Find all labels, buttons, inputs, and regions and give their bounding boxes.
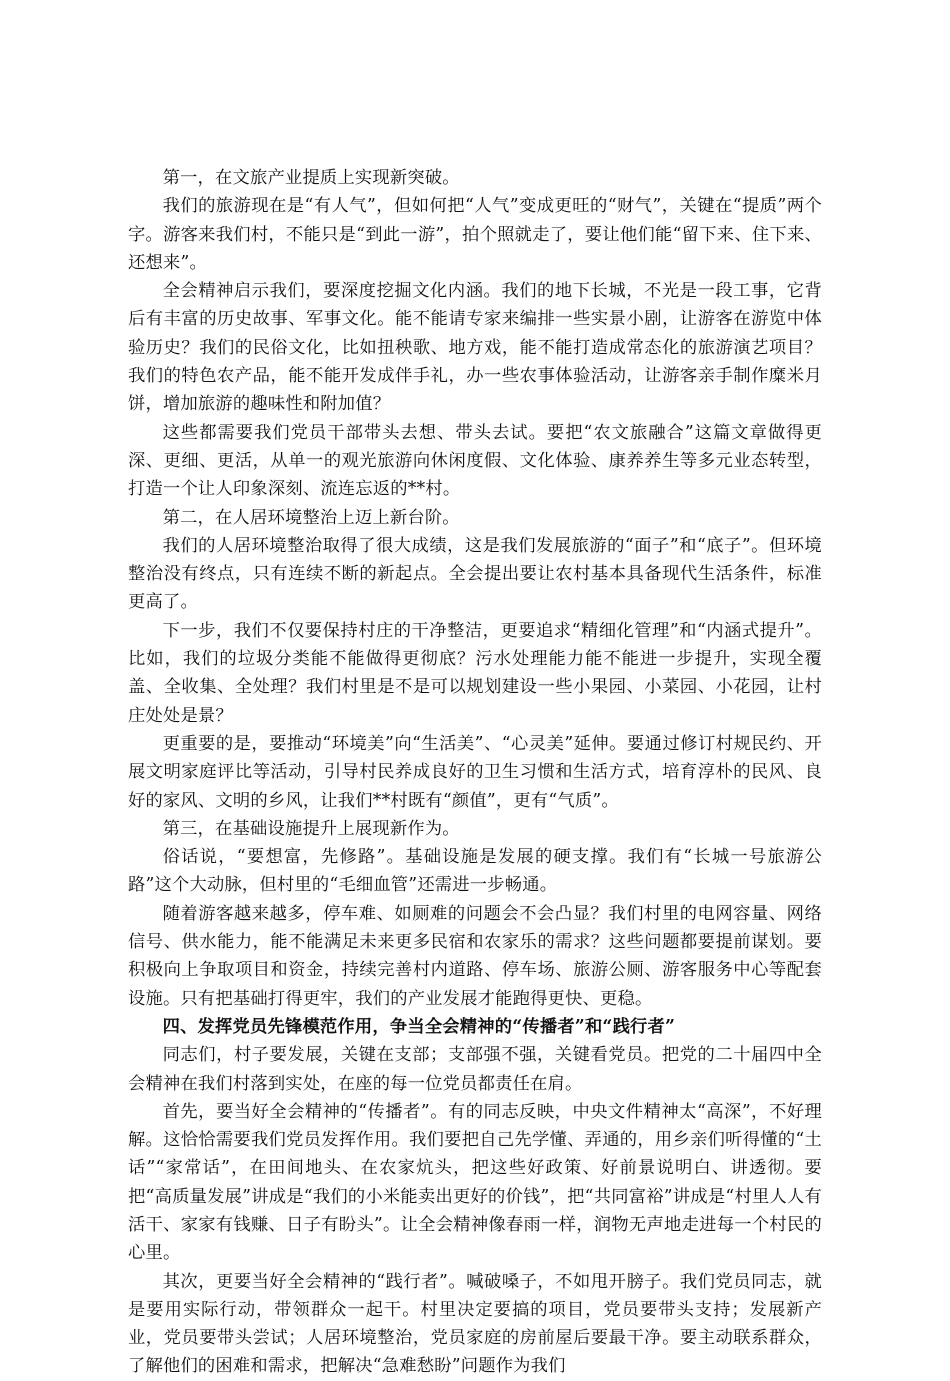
paragraph: 俗话说，“要想富，先修路”。基础设施是发展的硬支撑。我们有“长城一号旅游公路”这个大动脉，但村里的“毛细血管”还需进一步畅通。 [128,847,822,896]
paragraph: 我们的旅游现在是“有人气”，但如何把“人气”变成更旺的“财气”，关键在“提质”两个字。游客来我们村，不能只是“到此一游”，拍个照就走了，要让他们能“留下来、住下来、还想来”。 [128,196,822,273]
paragraph: 更重要的是，要推动“环境美”向“生活美”、“心灵美”延伸。要通过修订村规民约、开展文明家庭评比等活动，引导村民养成良好的卫生习惯和生活方式，培育淳朴的民风、良好的家风、文明的乡风，让我们**村既有“颜值”，更有“气质”。 [128,733,822,811]
paragraph: 全会精神启示我们，要深度挖掘文化内涵。我们的地下长城，不光是一段工事，它背后有丰富的历史故事、军事文化。能不能请专家来编排一些实景小剧，让游客在游览中体验历史？我们的民俗文化，比如扭秧歌、地方戏，能不能打造成常态化的旅游演艺项目？我们的特色农产品，能不能开发成伴手礼，办一些农事体验活动，让游客亲手制作糜米月饼，增加旅游的趣味性和附加值？ [128,281,822,415]
section-heading-four: 四、发挥党员先锋模范作用，争当全会精神的“传播者”和“践行者” [162,1016,676,1037]
paragraph: 这些都需要我们党员干部带头去想、带头去试。要把“农文旅融合”这篇文章做得更深、更细、更活，从单一的观光旅游向休闲度假、文化体验、康养养生等多元业态转型，打造一个让人印象深刻、流连忘返的**村。 [128,422,822,500]
subheading-living-environment: 第二，在人居环境整治上迈上新台阶。 [162,507,460,528]
subheading-infrastructure: 第三，在基础设施提升上展现新作为。 [162,818,460,839]
paragraph: 其次，更要当好全会精神的“践行者”。喊破嗓子，不如甩开膀子。我们党员同志，就是要用实际行动，带领群众一起干。村里决定要搞的项目，党员要带头支持；发展新产业，党员要带头尝试；人居环境整治，党员家庭的房前屋后要最干净。要主动联系群众，了解他们的困难和需求，把解决“急难愁盼”问题作为我们 [128,1271,822,1377]
paragraph: 我们的人居环境整治取得了很大成绩，这是我们发展旅游的“面子”和“底子”。但环境整治没有终点，只有连续不断的新起点。全会提出要让农村基本具备现代生活条件，标准更高了。 [128,535,822,613]
subheading-culture-tourism: 第一，在文旅产业提质上实现新突破。 [162,168,460,188]
paragraph: 同志们，村子要发展，关键在支部；支部强不强，关键看党员。把党的二十届四中全会精神在我们村落到实处，在座的每一位党员都责任在肩。 [128,1045,822,1094]
paragraph: 首先，要当好全会精神的“传播者”。有的同志反映，中央文件精神太“高深”，不好理解。这恰恰需要我们党员发挥作用。我们要把自己先学懂、弄通的，用乡亲们听得懂的“土话”“家常话”，在田间地头、在农家炕头，把这些好政策、好前景说明白、讲透彻。要把“高质量发展”讲成是“我们的小米能卖出更好的价钱”，把“共同富裕”讲成是“村里人人有活干、家家有钱赚、日子有盼头”。让全会精神像春雨一样，润物无声地走进每一个村民的心里。 [128,1101,822,1264]
paragraph: 随着游客越来越多，停车难、如厕难的问题会不会凸显？我们村里的电网容量、网络信号、供水能力，能不能满足未来更多民宿和农家乐的需求？这些问题都要提前谋划。要积极向上争取项目和资金，持续完善村内道路、停车场、旅游公厕、游客服务中心等配套设施。只有把基础打得更牢，我们的产业发展才能跑得更快、更稳。 [128,903,822,1009]
document-body [128,164,822,1381]
paragraph: 下一步，我们不仅要保持村庄的干净整洁，更要追求“精细化管理”和“内涵式提升”。比如，我们的垃圾分类能不能做得更彻底？污水处理能力能不能进一步提升，实现全覆盖、全收集、全处理？我们村里是不是可以规划建设一些小果园、小菜园、小花园，让村庄处处是景？ [128,620,822,726]
